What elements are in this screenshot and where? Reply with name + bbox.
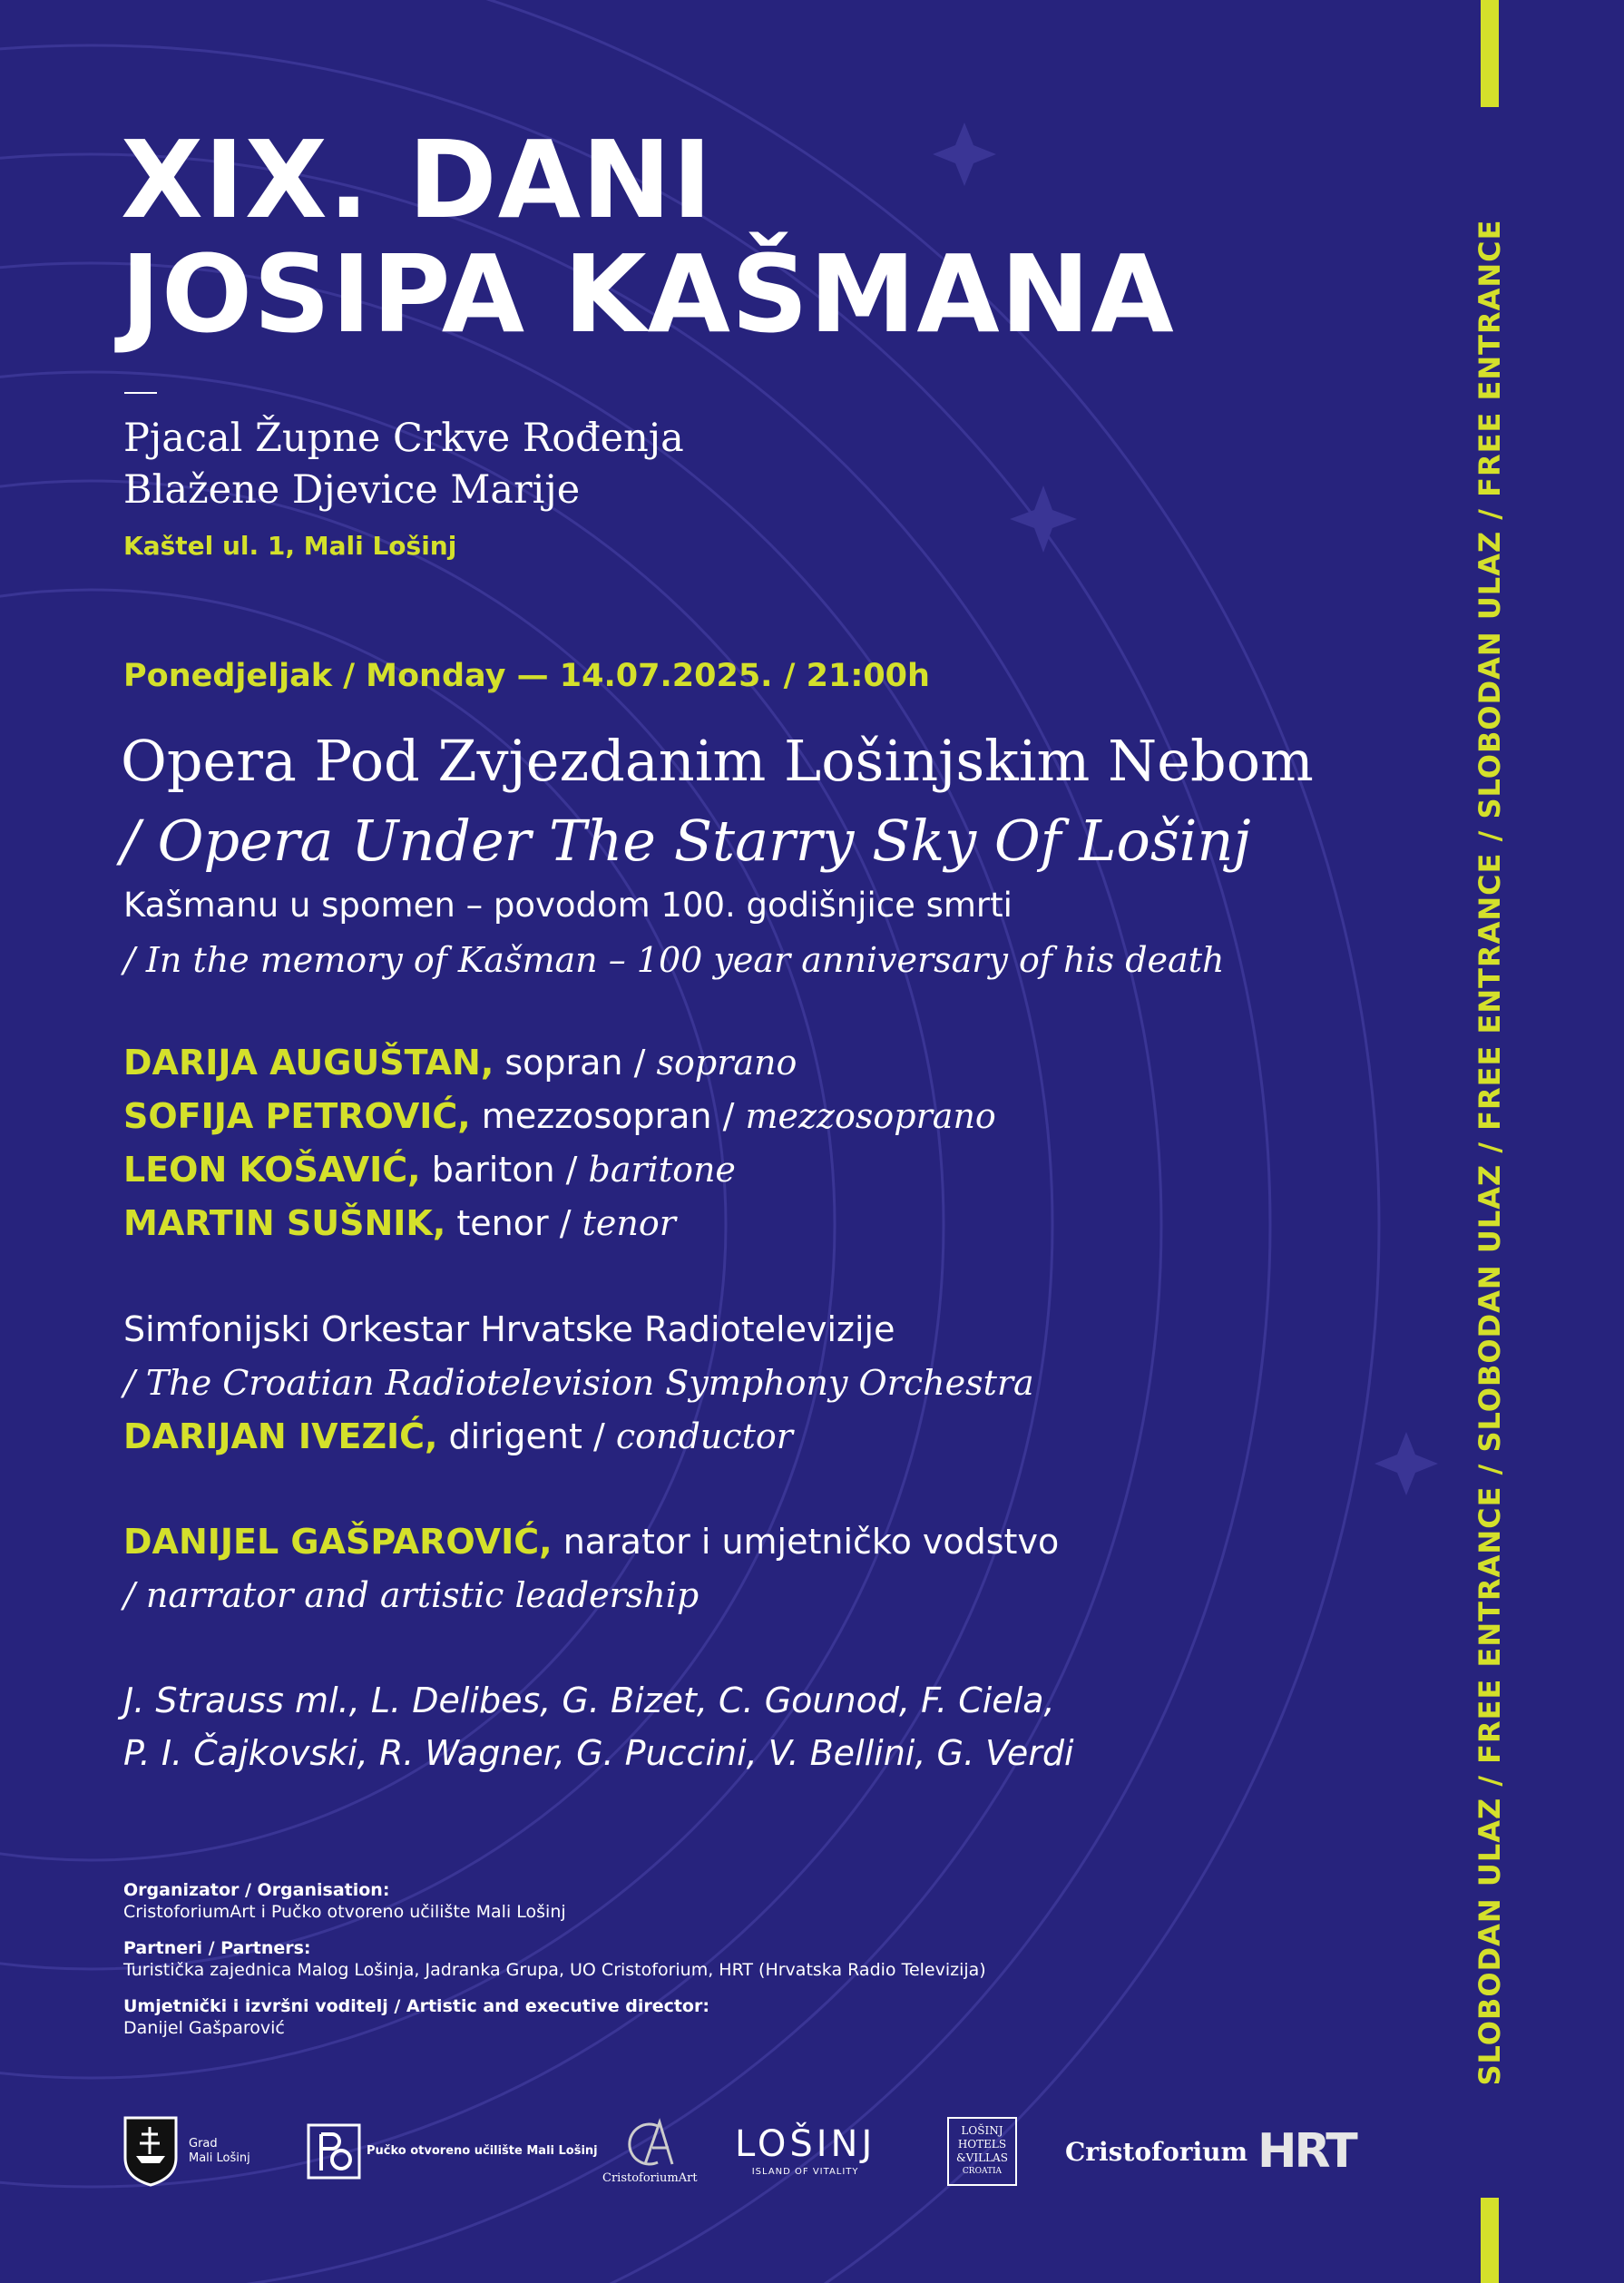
venue-line-1: Pjacal Župne Crkve Rođenja — [123, 416, 684, 461]
cristoforium-art-logo — [602, 2102, 698, 2201]
losinj-logo — [735, 2102, 876, 2201]
credits-director — [123, 1995, 986, 2039]
composers-line-2: P. I. Čajkovski, R. Wagner, G. Puccini, V. Bellini, G. Verdi — [123, 1733, 1074, 1773]
title-line-2: JOSIPA KAŠMANA — [121, 231, 1175, 357]
cast-item — [123, 1090, 996, 1143]
grad-line-2: Mali Lošinj — [189, 2151, 250, 2165]
subtitle-hr: Kašmanu u spomen – povodom 100. godišnjice smrti — [123, 886, 1013, 925]
narrator-block — [123, 1515, 1059, 1622]
director-label: Umjetnički i izvršni voditelj / Artistic and executive director: — [123, 1996, 709, 2016]
director-value: Danijel Gašparović — [123, 2018, 285, 2038]
festival-title — [121, 117, 1175, 357]
narrator-role-en: / narrator and artistic leadership — [123, 1575, 699, 1615]
credits — [123, 1879, 986, 2053]
free-entrance-banner: SLOBODAN ULAZ / FREE ENTRANCE / SLOBODAN ULAZ / FREE ENTRANCE / SLOBODAN ULAZ / FREE ENTRANCE — [1472, 219, 1507, 2086]
cast-item — [123, 1143, 996, 1197]
org-label: Organizator / Organisation: — [123, 1880, 390, 1900]
sidebar-stripe-top — [1481, 0, 1499, 107]
cast-role-en: soprano — [656, 1043, 797, 1083]
org-value: CristoforiumArt i Pučko otvoreno učilište Mali Lošinj — [123, 1902, 566, 1922]
cast-name: MARTIN SUŠNIK, — [123, 1203, 446, 1243]
cast-name: DARIJA AUGUŠTAN, — [123, 1043, 494, 1083]
ca-monogram-icon — [618, 2117, 681, 2171]
credits-partners — [123, 1937, 986, 1981]
venue-line-2: Blažene Djevice Marije — [123, 467, 581, 513]
partners-value: Turistička zajednica Malog Lošinja, Jadranka Grupa, UO Cristoforium, HRT (Hrvatska Radio Televizija) — [123, 1960, 986, 1980]
cast-role-en: tenor — [582, 1203, 676, 1243]
sidebar-stripe-bottom — [1481, 2198, 1499, 2283]
orchestra-name-hr: Simfonijski Orkestar Hrvatske Radiotelevizije — [123, 1309, 895, 1349]
partners-label: Partneri / Partners: — [123, 1938, 311, 1958]
star-icon — [1375, 1432, 1438, 1495]
cast-role-hr: mezzosopran / — [481, 1096, 735, 1136]
cast-role-en: mezzosoprano — [745, 1096, 996, 1136]
title-line-1: XIX. DANI — [121, 117, 713, 242]
cast-role-hr: sopran / — [504, 1043, 646, 1083]
losinj-tagline: ISLAND OF VITALITY — [751, 2167, 859, 2177]
divider — [124, 392, 157, 394]
composers-list — [123, 1674, 1074, 1779]
cast-list — [123, 1036, 996, 1250]
conductor — [123, 1410, 1034, 1464]
losinj-wordmark: LOŠINJ — [735, 2123, 876, 2165]
cast-name: SOFIJA PETROVIĆ, — [123, 1096, 471, 1136]
program-title — [121, 721, 1314, 881]
sponsor-logos — [122, 2102, 1392, 2201]
conductor-role-en: conductor — [615, 1416, 793, 1456]
pou-logo — [307, 2102, 598, 2201]
grad-line-1: Grad — [189, 2137, 218, 2151]
pou-label: Pučko otvoreno učilište Mali Lošinj — [367, 2144, 598, 2158]
hrt-wordmark: HRT — [1257, 2124, 1355, 2179]
program-subtitle — [123, 878, 1224, 987]
conductor-name: DARIJAN IVEZIĆ, — [123, 1416, 438, 1456]
venue-address: Kaštel ul. 1, Mali Lošinj — [123, 531, 457, 561]
program-title-hr: Opera Pod Zvjezdanim Lošinjskim Nebom — [121, 728, 1314, 794]
pou-mark-icon — [307, 2123, 361, 2180]
grad-mali-losinj-logo — [122, 2102, 250, 2201]
losinj-hotels-logo: LOŠINJ HOTELS &VILLAS CROATIA — [947, 2102, 1017, 2201]
venue-name — [123, 413, 684, 516]
subtitle-en: / In the memory of Kašman – 100 year anniversary of his death — [123, 940, 1225, 980]
credits-organisation — [123, 1879, 986, 1923]
orchestra-block — [123, 1303, 1034, 1464]
conductor-role-hr: dirigent / — [448, 1416, 605, 1456]
cast-role-en: baritone — [588, 1150, 736, 1190]
cast-item — [123, 1036, 996, 1090]
star-icon — [1010, 485, 1077, 553]
narrator — [123, 1515, 1059, 1569]
narrator-role-hr: narator i umjetničko vodstvo — [563, 1522, 1060, 1562]
cast-item — [123, 1197, 996, 1250]
composers-line-1: J. Strauss ml., L. Delibes, G. Bizet, C. Gounod, F. Ciela, — [123, 1680, 1055, 1720]
narrator-name: DANIJEL GAŠPAROVIĆ, — [123, 1522, 553, 1562]
cast-role-hr: bariton / — [431, 1150, 578, 1190]
cristoforium-wordmark: Cristoforium — [1065, 2136, 1248, 2167]
cast-role-hr: tenor / — [456, 1203, 572, 1243]
coat-of-arms-icon — [122, 2114, 180, 2189]
program-title-en: / Opera Under The Starry Sky Of Lošinj — [121, 808, 1251, 874]
event-date: Ponedjeljak / Monday — 14.07.2025. / 21:00h — [123, 658, 930, 694]
cast-name: LEON KOŠAVIĆ, — [123, 1150, 421, 1190]
orchestra-name-en: / The Croatian Radiotelevision Symphony Orchestra — [123, 1363, 1034, 1403]
cristoforium-logo — [1065, 2102, 1247, 2201]
cristoforium-art-label: CristoforiumArt — [602, 2171, 698, 2185]
hrt-logo — [1257, 2102, 1355, 2201]
